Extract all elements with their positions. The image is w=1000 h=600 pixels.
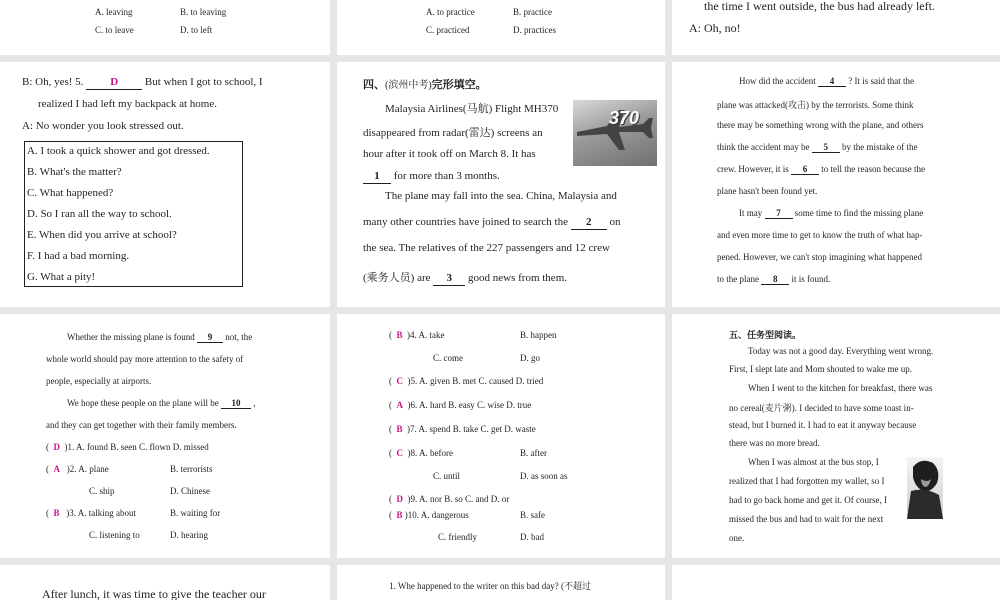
passage-line: pened. However, we can't stop imagining what happened — [717, 252, 922, 262]
option-item: A. I took a quick shower and got dressed. — [27, 145, 210, 157]
option-item: G. What a pity! — [27, 271, 96, 283]
passage-line: plane hasn't been found yet. — [717, 186, 818, 196]
blank-number: 2 — [585, 216, 592, 228]
card-q-top-middle — [337, 0, 665, 55]
card-cloze-middle — [672, 62, 1000, 307]
passage-line: one. — [729, 533, 745, 543]
passage-line: there may be something wrong with the plane, and others — [717, 120, 924, 130]
passage-line: stead, but I burned it. I had to eat it anyway because — [729, 420, 917, 430]
card-task-reading — [672, 314, 1000, 558]
question-line: 1. Whe happened to the writer on this bad day? (不超过 — [389, 581, 592, 591]
blank-number: 8 — [773, 274, 778, 284]
option-d: D. as soon as — [520, 471, 568, 481]
option-b: B. safe — [520, 510, 545, 520]
passage-line: the sea. The relatives of the 227 passengers and 12 crew — [363, 242, 610, 254]
dialogue-line: the time I went outside, the bus had already left. — [704, 0, 935, 13]
card-answers — [337, 314, 665, 558]
passage-line: After lunch, it was time to give the teacher our — [42, 587, 266, 600]
answer-row: ( B )3. A. talking about — [46, 508, 137, 518]
option-c: C. friendly — [438, 532, 477, 542]
passage-line: people, especially at airports. — [46, 376, 152, 386]
answer-letter: D — [53, 442, 60, 452]
answer-row: ( B )7. A. spend B. take C. get D. waste — [389, 424, 536, 434]
passage-line: no cereal(麦片粥). I decided to have some toast in- — [729, 403, 914, 413]
passage-line: and they can get together with their family members. — [46, 420, 237, 430]
dialogue-line: B: Oh, yes! 5. D But when I got to school, I — [22, 76, 263, 88]
blank-number: 6 — [802, 164, 808, 174]
answer-row: ( A )2. A. plane — [46, 464, 109, 474]
option-d: D. practices — [513, 25, 556, 35]
dialogue-line: realized I had left my backpack at home. — [38, 98, 217, 110]
passage-line: many other countries have joined to search the 2 on — [363, 216, 621, 228]
passage-line: How did the accident 4 ? It is said that the — [739, 76, 914, 86]
section-heading: 五、任务型阅读。 — [729, 330, 802, 340]
answer-row: ( C )5. A. given B. met C. caused D. tried — [389, 376, 544, 386]
answer-row: ( A )6. A. hard B. easy C. wise D. true — [389, 400, 532, 410]
option-c: C. listening to — [89, 530, 140, 540]
option-item: C. What happened? — [27, 187, 114, 199]
blank-number: 4 — [829, 76, 835, 86]
option-b: B. to leaving — [180, 7, 227, 17]
option-a: A. to practice — [426, 7, 475, 17]
passage-line: had to go back home and get it. Of course, I — [729, 495, 887, 505]
card-cloze-end — [0, 314, 330, 558]
passage-line: We hope these people on the plane will be 10 , — [67, 398, 256, 408]
answer-row: ( C )8. A. before — [389, 448, 453, 458]
dialogue-line: A: No wonder you look stressed out. — [22, 120, 184, 132]
passage-line: Today was not a good day. Everything went wrong. — [748, 346, 934, 356]
answer-letter: D — [396, 494, 403, 504]
passage-line: (乘务人员) are 3 good news from them. — [363, 272, 567, 284]
passage-line: When I went to the kitchen for breakfast, there was — [748, 383, 933, 393]
card-q-top-left — [0, 0, 330, 55]
card-dialogue-end — [672, 0, 1000, 55]
answer-letter: C — [396, 448, 403, 458]
option-b: B. terrorists — [170, 464, 213, 474]
passage-line: missed the bus and had to wait for the next — [729, 514, 884, 524]
option-c: C. practiced — [426, 25, 470, 35]
passage-line: It may 7 some time to find the missing plane — [739, 208, 924, 218]
card-passage-bottom — [0, 565, 330, 600]
passage-line: to the plane 8 it is found. — [717, 274, 831, 284]
option-c: C. to leave — [95, 25, 134, 35]
blank-number: 1 — [374, 170, 380, 182]
answer-letter: B — [396, 330, 403, 340]
option-item: B. What's the matter? — [27, 166, 122, 178]
passage-line: plane was attacked(攻击) by the terrorists. Some think — [717, 100, 914, 110]
passage-line: When I was almost at the bus stop, I — [748, 457, 879, 467]
section-heading: 四、(滨州中考)完形填空。 — [363, 79, 487, 91]
blank-number: 3 — [446, 272, 453, 284]
answer-letter: B — [396, 424, 403, 434]
student-photo — [907, 457, 943, 519]
option-d: D. go — [520, 353, 540, 363]
card-question-bottom — [337, 565, 665, 600]
passage-line: Whether the missing plane is found 9 not, the — [67, 332, 253, 342]
answer-letter: A — [396, 400, 403, 410]
option-d: D. Chinese — [170, 486, 210, 496]
dialogue-line: A: Oh, no! — [689, 21, 741, 35]
answer-letter: B — [396, 510, 403, 520]
option-b: B. after — [520, 448, 547, 458]
passage-line: and even more time to get to know the truth of what hap- — [717, 230, 923, 240]
flight-number-graphic: 370 — [609, 108, 640, 128]
passage-line: there was no more bread. — [729, 438, 820, 448]
sad-student-icon — [907, 457, 943, 519]
option-c: C. come — [433, 353, 463, 363]
answer-row: ( D )9. A. nor B. so C. and D. or — [389, 494, 510, 504]
options-box — [24, 141, 243, 287]
blank-number: 10 — [231, 398, 241, 408]
option-c: C. ship — [89, 486, 115, 496]
option-item: D. So I ran all the way to school. — [27, 208, 172, 220]
option-b: B. practice — [513, 7, 552, 17]
passage-line: hour after it took off on March 8. It has — [363, 148, 536, 160]
answer-letter: D — [110, 76, 119, 88]
option-item: F. I had a bad morning. — [27, 250, 130, 262]
passage-line: crew. However, it is 6 to tell the reason because the — [717, 164, 925, 174]
card-dialogue-options — [0, 62, 330, 307]
option-d: D. to left — [180, 25, 213, 35]
passage-line: First, I slept late and Mom shouted to wake me up. — [729, 364, 912, 374]
option-item: E. When did you arrive at school? — [27, 229, 177, 241]
answer-row: ( D )1. A. found B. seen C. flown D. missed — [46, 442, 209, 452]
option-b: B. waiting for — [170, 508, 221, 518]
answer-row: ( B )4. A. take — [389, 330, 445, 340]
answer-letter: A — [53, 464, 60, 474]
passage-line: The plane may fall into the sea. China, Malaysia and — [385, 190, 617, 202]
option-d: D. bad — [520, 532, 544, 542]
card-empty-bottom — [672, 565, 1000, 600]
option-d: D. hearing — [170, 530, 208, 540]
option-b: B. happen — [520, 330, 557, 340]
passage-line: 1 for more than 3 months. — [363, 170, 500, 184]
passage-line: Malaysia Airlines(马航) Flight MH370 — [385, 103, 559, 115]
blank-number: 5 — [823, 142, 828, 152]
blank-number: 9 — [207, 332, 213, 342]
option-a: A. leaving — [95, 7, 133, 17]
answer-letter: C — [396, 376, 403, 386]
passage-line: disappeared from radar(雷达) screens an — [363, 127, 543, 139]
plane-image — [573, 100, 657, 166]
blank-number: 7 — [776, 208, 781, 218]
answer-row: ( B )10. A. dangerous — [389, 510, 469, 520]
passage-line: think the accident may be 5 by the mistake of the — [717, 142, 918, 152]
option-c: C. until — [433, 471, 461, 481]
answer-letter: B — [53, 508, 60, 518]
passage-line: whole world should pay more attention to the safety of — [46, 354, 244, 364]
card-cloze-intro — [337, 62, 665, 307]
passage-line: realized that I had forgotten my wallet, so I — [729, 476, 885, 486]
